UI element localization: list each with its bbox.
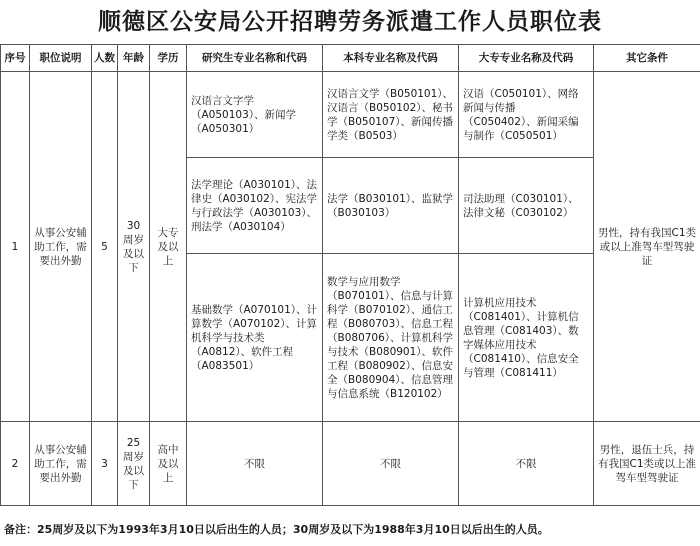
positions-table bbox=[0, 44, 700, 506]
row1-education: 大专及以上 bbox=[150, 72, 187, 422]
row1-group2-undergraduate: 法学（B030101）、监狱学（B030103） bbox=[323, 158, 459, 254]
row2-seq: 2 bbox=[1, 422, 30, 506]
row2-graduate: 不限 bbox=[187, 422, 323, 506]
header-seq: 序号 bbox=[1, 45, 30, 72]
row2-undergraduate: 不限 bbox=[323, 422, 459, 506]
header-age: 年龄 bbox=[118, 45, 150, 72]
header-row bbox=[1, 45, 700, 72]
row1-count: 5 bbox=[92, 72, 118, 422]
table-row bbox=[1, 72, 700, 158]
row1-group1-college: 汉语（C050101）、网络新闻与传播（C050402）、新闻采编与制作（C050501） bbox=[459, 72, 594, 158]
row1-group3-graduate: 基础数学（A070101）、计算数学（A070102）、计算机科学与技术类（A0812）、软件工程（A083501） bbox=[187, 254, 323, 422]
table-row bbox=[1, 422, 700, 506]
row2-education: 高中及以上 bbox=[150, 422, 187, 506]
header-count: 人数 bbox=[92, 45, 118, 72]
row2-count: 3 bbox=[92, 422, 118, 506]
header-college: 大专专业名称及代码 bbox=[459, 45, 594, 72]
row1-group3-college: 计算机应用技术（C081401）、计算机信息管理（C081403）、数字媒体应用技术（C081410）、信息安全与管理（C081411） bbox=[459, 254, 594, 422]
header-education: 学历 bbox=[150, 45, 187, 72]
row1-group2-college: 司法助理（C030101）、法律文秘（C030102） bbox=[459, 158, 594, 254]
row1-other: 男性，持有我国C1类或以上准驾车型驾驶证 bbox=[594, 72, 700, 422]
header-position: 职位说明 bbox=[30, 45, 92, 72]
row1-age: 30周岁及以下 bbox=[118, 72, 150, 422]
header-other: 其它条件 bbox=[594, 45, 700, 72]
row1-group3-undergraduate: 数学与应用数学（B070101）、信息与计算科学（B070102）、通信工程（B080703）、信息工程（B080706）、计算机科学与技术（B080901）、软件工程（B080902）、信息安全（B080904）、信息管理与信息系统（B120102） bbox=[323, 254, 459, 422]
header-graduate: 研究生专业名称和代码 bbox=[187, 45, 323, 72]
row1-position: 从事公安辅助工作，需要出外勤 bbox=[30, 72, 92, 422]
row2-other: 男性，退伍士兵，持有我国C1类或以上准驾车型驾驶证 bbox=[594, 422, 700, 506]
row1-seq: 1 bbox=[1, 72, 30, 422]
row2-position: 从事公安辅助工作，需要出外勤 bbox=[30, 422, 92, 506]
page-title: 顺德区公安局公开招聘劳务派遣工作人员职位表 bbox=[98, 9, 602, 35]
row2-college: 不限 bbox=[459, 422, 594, 506]
row1-group1-graduate: 汉语言文字学（A050103）、新闻学（A050301） bbox=[187, 72, 323, 158]
footnote: 备注：25周岁及以下为1993年3月10日以后出生的人员；30周岁及以下为1988年3月10日以后出生的人员。 bbox=[4, 523, 549, 536]
row1-group2-graduate: 法学理论（A030101）、法律史（A030102）、宪法学与行政法学（A030103）、刑法学（A030104） bbox=[187, 158, 323, 254]
header-undergraduate: 本科专业名称及代码 bbox=[323, 45, 459, 72]
row1-group1-undergraduate: 汉语言文学（B050101）、汉语言（B050102）、秘书学（B050107）、新闻传播学类（B0503） bbox=[323, 72, 459, 158]
row2-age: 25周岁及以下 bbox=[118, 422, 150, 506]
